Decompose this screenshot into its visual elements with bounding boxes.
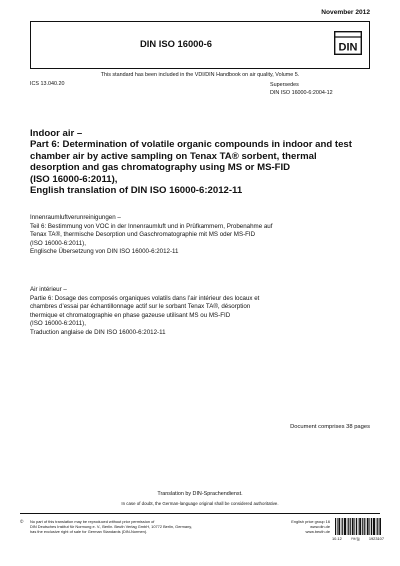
ics-code: ICS 13.040.20: [30, 81, 65, 87]
footer-divider: [20, 513, 380, 514]
english-title-line: (ISO 16000-6:2011),: [30, 173, 118, 185]
price-block: [268, 519, 330, 535]
copyright-notice: [30, 519, 255, 535]
french-title-line: chambres d’essai par échantillonnage actif sur le sorbant Tenax TA®, désorption: [30, 303, 251, 311]
barcode: [335, 518, 381, 535]
english-title-line: Indoor air –: [30, 128, 83, 139]
issue-date: November 2012: [321, 9, 370, 16]
german-title: [30, 214, 375, 257]
english-title-line: Part 6: Determination of volatile organic compounds in indoor and test: [30, 139, 352, 151]
german-title-line: (ISO 16000-6:2011),: [30, 239, 86, 247]
copyright-symbol: ©: [20, 519, 24, 524]
din-logo-text: DIN: [338, 41, 358, 54]
barcode-number: 1923107: [368, 536, 384, 541]
copyright-line: No part of this translation may be reproduced without prior permission of: [30, 519, 155, 524]
english-title-line: desorption and gas chromatography using MS or MS-FID: [30, 162, 291, 174]
french-title-line: Air intérieur –: [30, 286, 67, 293]
barcode-sales-code: !%’§j: [351, 536, 360, 541]
barcode-numbers: [332, 536, 384, 541]
din-website: www.din.de: [310, 524, 330, 530]
header-box: [30, 21, 370, 69]
english-title-line: English translation of DIN ISO 16000-6:2012-11: [30, 185, 243, 197]
beuth-website: www.beuth.de: [305, 529, 330, 535]
supersedes-block: [270, 81, 333, 97]
price-group: English price group 16: [291, 519, 330, 524]
french-title-line: Partie 6: Dosage des composés organiques volatils dans l’air intérieur des locaux et: [30, 294, 260, 302]
translation-credit: Translation by DIN-Sprachendienst.: [157, 491, 243, 497]
french-title-line: thermique et chromatographie en phase gazeuse utilisant MS ou MS-FID: [30, 311, 231, 319]
din-logo: [334, 31, 362, 55]
supersedes-label: Supersedes: [270, 82, 299, 88]
page-count: Document comprises 38 pages: [290, 424, 370, 430]
german-title-line: Englische Übersetzung von DIN ISO 16000-6:2012-11: [30, 248, 179, 256]
french-title: [30, 286, 375, 338]
copyright-line: DIN Deutsches Institut für Normung e. V., Berlin. Beuth Verlag GmbH, 10772 Berlin, Germany,: [30, 524, 192, 530]
handbook-notice: This standard has been included in the VDI/DIN Handbook on air quality, Volume 5.: [100, 72, 300, 78]
english-title-line: chamber air by active sampling on Tenax TA® sorbent, thermal: [30, 150, 317, 162]
german-title-line: Innenraumluftverunreinigungen –: [30, 214, 121, 221]
supersedes-value: DIN ISO 16000-6:2004-12: [270, 90, 333, 96]
german-title-line: Tenax TA®, thermische Desorption und Gaschromatographie mit MS oder MS-FID: [30, 231, 256, 239]
authority-notice: In case of doubt, the German-language original shall be considered authoritative.: [121, 501, 279, 506]
french-title-line: (ISO 16000-6:2011),: [30, 320, 86, 328]
english-title: [30, 128, 375, 196]
barcode-date: 10.12: [332, 536, 342, 541]
french-title-line: Traduction anglaise de DIN ISO 16000-6:2012-11: [30, 328, 166, 336]
document-id: DIN ISO 16000-6: [140, 38, 212, 49]
german-title-line: Teil 6: Bestimmung von VOC in der Innenraumluft und in Prüfkammern, Probenahme auf: [30, 222, 273, 230]
copyright-line: has the exclusive right of sale for German Standards (DIN-Normen).: [30, 529, 148, 535]
